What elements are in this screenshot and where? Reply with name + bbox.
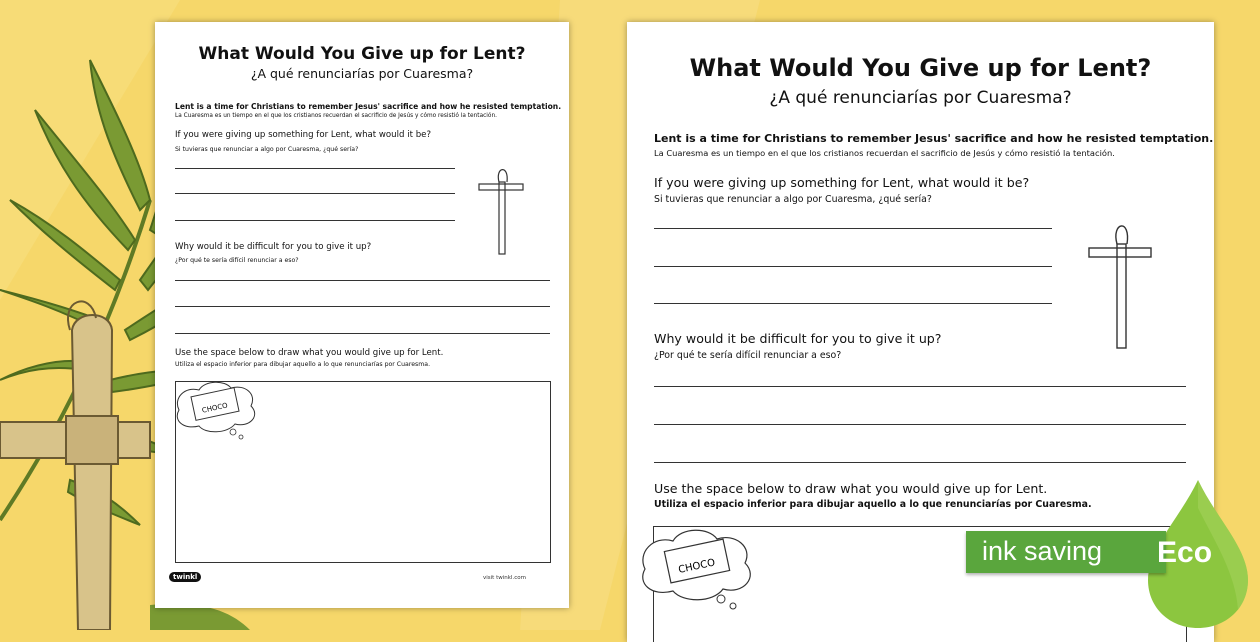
ink-saving-label: ink saving	[982, 536, 1103, 566]
chocolate-label: CHOCO	[201, 401, 229, 415]
answer-line	[175, 280, 550, 281]
draw-instruction-english: Use the space below to draw what you would give up for Lent.	[175, 348, 444, 358]
worksheet-preview-small	[155, 22, 569, 608]
answer-line	[654, 266, 1052, 267]
intro-spanish: La Cuaresma es un tiempo en el que los cristianos recuerdan el sacrificio de Jesús y cómo resistió la tentación.	[654, 148, 1115, 158]
answer-line	[654, 303, 1052, 304]
worksheet-title: What Would You Give up for Lent?	[198, 44, 526, 64]
question-1-spanish: Si tuvieras que renunciar a algo por Cuaresma, ¿qué sería?	[175, 146, 359, 153]
footer-site: visit twinkl.com	[483, 575, 526, 581]
question-2-spanish: ¿Por qué te sería difícil renunciar a eso?	[175, 257, 299, 264]
question-1-english: If you were giving up something for Lent, what would it be?	[654, 175, 1030, 190]
eco-label: Eco	[1157, 536, 1213, 569]
worksheet-subtitle: ¿A qué renunciarías por Cuaresma?	[769, 88, 1072, 108]
chocolate-label: CHOCO	[677, 557, 717, 576]
palm-cross-icon	[477, 162, 527, 256]
answer-line	[654, 424, 1186, 425]
question-1-spanish: Si tuvieras que renunciar a algo por Cuaresma, ¿qué sería?	[654, 194, 932, 205]
intro-spanish: La Cuaresma es un tiempo en el que los cristianos recuerdan el sacrificio de Jesús y cómo resistió la tentación.	[175, 113, 497, 119]
intro-english: Lent is a time for Christians to remember Jesus' sacrifice and how he resisted temptation.	[175, 102, 562, 111]
answer-line	[175, 306, 550, 307]
chocolate-thought-bubble-icon	[171, 380, 267, 440]
answer-line	[654, 228, 1052, 229]
question-2-english: Why would it be difficult for you to give it up?	[175, 242, 372, 252]
answer-line	[654, 386, 1186, 387]
worksheet-title: What Would You Give up for Lent?	[689, 54, 1152, 82]
twinkl-logo: twinkl	[169, 572, 201, 582]
draw-instruction-spanish: Utiliza el espacio inferior para dibujar aquello a lo que renunciarías por Cuaresma.	[175, 361, 431, 368]
answer-line	[175, 168, 455, 169]
ink-saving-eco-badge	[966, 478, 1260, 630]
question-2-english: Why would it be difficult for you to give it up?	[654, 331, 942, 346]
draw-instruction-spanish: Utiliza el espacio inferior para dibujar aquello a lo que renunciarías por Cuaresma.	[654, 499, 1092, 510]
answer-line	[175, 193, 455, 194]
question-1-english: If you were giving up something for Lent, what would it be?	[175, 130, 431, 140]
worksheet-subtitle: ¿A qué renunciarías por Cuaresma?	[250, 66, 474, 81]
answer-line	[175, 333, 550, 334]
ink-saving-banner	[966, 531, 1166, 573]
chocolate-thought-bubble-icon	[635, 527, 765, 611]
palm-cross-icon	[1087, 216, 1155, 350]
answer-line	[175, 220, 455, 221]
answer-line	[654, 462, 1186, 463]
question-2-spanish: ¿Por qué te sería difícil renunciar a eso?	[654, 350, 842, 361]
draw-instruction-english: Use the space below to draw what you would give up for Lent.	[654, 481, 1048, 496]
intro-english: Lent is a time for Christians to remember Jesus' sacrifice and how he resisted temptation.	[654, 132, 1214, 145]
